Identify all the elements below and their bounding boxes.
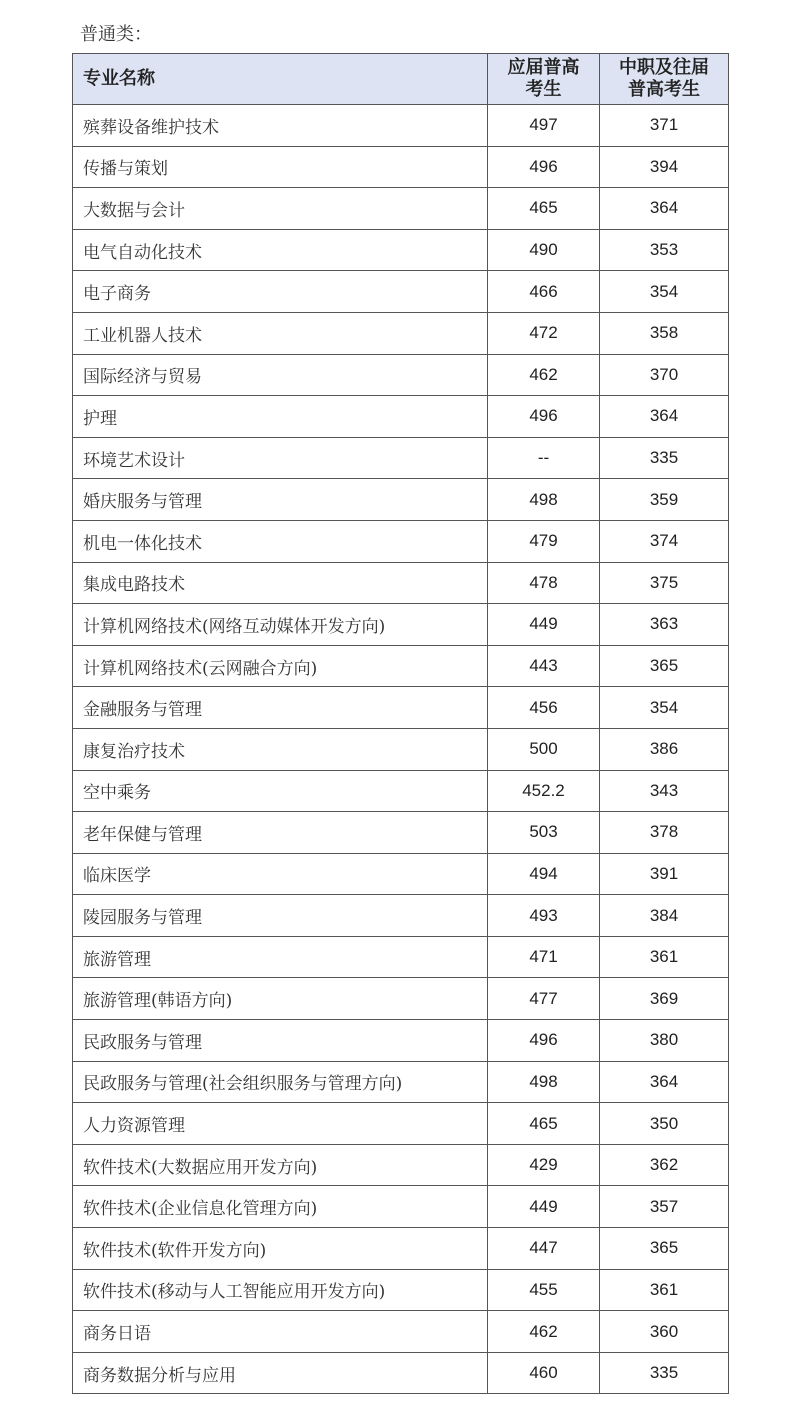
major-name: 工业机器人技术 — [73, 312, 488, 354]
major-name: 民政服务与管理 — [73, 1020, 488, 1062]
score-vocational: 335 — [600, 1352, 729, 1394]
score-vocational: 386 — [600, 728, 729, 770]
score-fresh: 490 — [488, 229, 600, 271]
score-vocational: 394 — [600, 146, 729, 188]
score-vocational: 371 — [600, 105, 729, 147]
major-name: 旅游管理(韩语方向) — [73, 978, 488, 1020]
score-vocational: 335 — [600, 437, 729, 479]
major-name: 大数据与会计 — [73, 188, 488, 230]
major-name: 护理 — [73, 396, 488, 438]
table-row — [73, 895, 729, 937]
score-fresh: 493 — [488, 895, 600, 937]
score-fresh: 500 — [488, 728, 600, 770]
table-row — [73, 853, 729, 895]
score-fresh: 429 — [488, 1144, 600, 1186]
score-vocational: 364 — [600, 188, 729, 230]
score-fresh: 478 — [488, 562, 600, 604]
table-row — [73, 520, 729, 562]
score-fresh: -- — [488, 437, 600, 479]
score-vocational: 359 — [600, 479, 729, 521]
score-fresh: 452.2 — [488, 770, 600, 812]
score-vocational: 380 — [600, 1020, 729, 1062]
table-row — [73, 1103, 729, 1145]
score-fresh: 477 — [488, 978, 600, 1020]
score-fresh: 462 — [488, 1311, 600, 1353]
major-name: 计算机网络技术(网络互动媒体开发方向) — [73, 604, 488, 646]
score-fresh: 472 — [488, 312, 600, 354]
major-name: 临床医学 — [73, 853, 488, 895]
score-vocational: 364 — [600, 396, 729, 438]
table-row — [73, 604, 729, 646]
major-name: 计算机网络技术(云网融合方向) — [73, 645, 488, 687]
score-fresh: 497 — [488, 105, 600, 147]
major-name: 软件技术(企业信息化管理方向) — [73, 1186, 488, 1228]
score-fresh: 449 — [488, 604, 600, 646]
table-row — [73, 1311, 729, 1353]
table-row — [73, 936, 729, 978]
table-row — [73, 1269, 729, 1311]
score-vocational: 364 — [600, 1061, 729, 1103]
score-fresh: 455 — [488, 1269, 600, 1311]
major-name: 国际经济与贸易 — [73, 354, 488, 396]
table-row — [73, 687, 729, 729]
table-header-row — [73, 54, 729, 105]
table-row — [73, 105, 729, 147]
table-row — [73, 1228, 729, 1270]
score-fresh: 471 — [488, 936, 600, 978]
major-name: 传播与策划 — [73, 146, 488, 188]
table-row — [73, 1020, 729, 1062]
major-name: 电气自动化技术 — [73, 229, 488, 271]
major-name: 集成电路技术 — [73, 562, 488, 604]
table-row — [73, 1144, 729, 1186]
table-row — [73, 645, 729, 687]
admission-score-table — [72, 53, 729, 1394]
table-row — [73, 271, 729, 313]
table-row — [73, 728, 729, 770]
table-row — [73, 229, 729, 271]
table-row — [73, 978, 729, 1020]
major-name: 空中乘务 — [73, 770, 488, 812]
table-row — [73, 479, 729, 521]
score-vocational: 353 — [600, 229, 729, 271]
score-fresh: 479 — [488, 520, 600, 562]
table-row — [73, 146, 729, 188]
major-name: 环境艺术设计 — [73, 437, 488, 479]
score-vocational: 369 — [600, 978, 729, 1020]
score-vocational: 361 — [600, 936, 729, 978]
score-fresh: 498 — [488, 479, 600, 521]
score-vocational: 370 — [600, 354, 729, 396]
section-caption: 普通类： — [80, 24, 152, 45]
major-name: 商务日语 — [73, 1311, 488, 1353]
score-vocational: 362 — [600, 1144, 729, 1186]
score-vocational: 365 — [600, 1228, 729, 1270]
major-name: 软件技术(软件开发方向) — [73, 1228, 488, 1270]
major-name: 婚庆服务与管理 — [73, 479, 488, 521]
score-fresh: 496 — [488, 396, 600, 438]
score-fresh: 456 — [488, 687, 600, 729]
score-vocational: 361 — [600, 1269, 729, 1311]
score-vocational: 375 — [600, 562, 729, 604]
table-row — [73, 770, 729, 812]
score-fresh: 449 — [488, 1186, 600, 1228]
score-vocational: 363 — [600, 604, 729, 646]
score-fresh: 465 — [488, 1103, 600, 1145]
major-name: 旅游管理 — [73, 936, 488, 978]
score-vocational: 343 — [600, 770, 729, 812]
table-row — [73, 562, 729, 604]
score-fresh: 447 — [488, 1228, 600, 1270]
major-name: 机电一体化技术 — [73, 520, 488, 562]
score-vocational: 354 — [600, 271, 729, 313]
score-fresh: 466 — [488, 271, 600, 313]
major-name: 金融服务与管理 — [73, 687, 488, 729]
score-vocational: 374 — [600, 520, 729, 562]
major-name: 电子商务 — [73, 271, 488, 313]
score-vocational: 365 — [600, 645, 729, 687]
header-fresh-graduates: 应届普高考生 — [488, 54, 600, 105]
score-fresh: 503 — [488, 812, 600, 854]
score-fresh: 494 — [488, 853, 600, 895]
table-row — [73, 312, 729, 354]
score-vocational: 358 — [600, 312, 729, 354]
score-vocational: 384 — [600, 895, 729, 937]
score-vocational: 354 — [600, 687, 729, 729]
score-vocational: 357 — [600, 1186, 729, 1228]
table-row — [73, 396, 729, 438]
major-name: 康复治疗技术 — [73, 728, 488, 770]
score-fresh: 496 — [488, 146, 600, 188]
score-vocational: 391 — [600, 853, 729, 895]
score-fresh: 443 — [488, 645, 600, 687]
score-fresh: 498 — [488, 1061, 600, 1103]
score-fresh: 496 — [488, 1020, 600, 1062]
score-fresh: 460 — [488, 1352, 600, 1394]
table-row — [73, 437, 729, 479]
score-fresh: 465 — [488, 188, 600, 230]
major-name: 人力资源管理 — [73, 1103, 488, 1145]
table-row — [73, 188, 729, 230]
table-row — [73, 1352, 729, 1394]
score-vocational: 350 — [600, 1103, 729, 1145]
major-name: 商务数据分析与应用 — [73, 1352, 488, 1394]
major-name: 民政服务与管理(社会组织服务与管理方向) — [73, 1061, 488, 1103]
major-name: 陵园服务与管理 — [73, 895, 488, 937]
header-major: 专业名称 — [73, 54, 488, 105]
table-row — [73, 354, 729, 396]
score-vocational: 360 — [600, 1311, 729, 1353]
major-name: 殡葬设备维护技术 — [73, 105, 488, 147]
major-name: 老年保健与管理 — [73, 812, 488, 854]
score-vocational: 378 — [600, 812, 729, 854]
major-name: 软件技术(移动与人工智能应用开发方向) — [73, 1269, 488, 1311]
score-fresh: 462 — [488, 354, 600, 396]
header-vocational-repeat: 中职及往届普高考生 — [600, 54, 729, 105]
major-name: 软件技术(大数据应用开发方向) — [73, 1144, 488, 1186]
table-row — [73, 812, 729, 854]
table-row — [73, 1186, 729, 1228]
table-row — [73, 1061, 729, 1103]
